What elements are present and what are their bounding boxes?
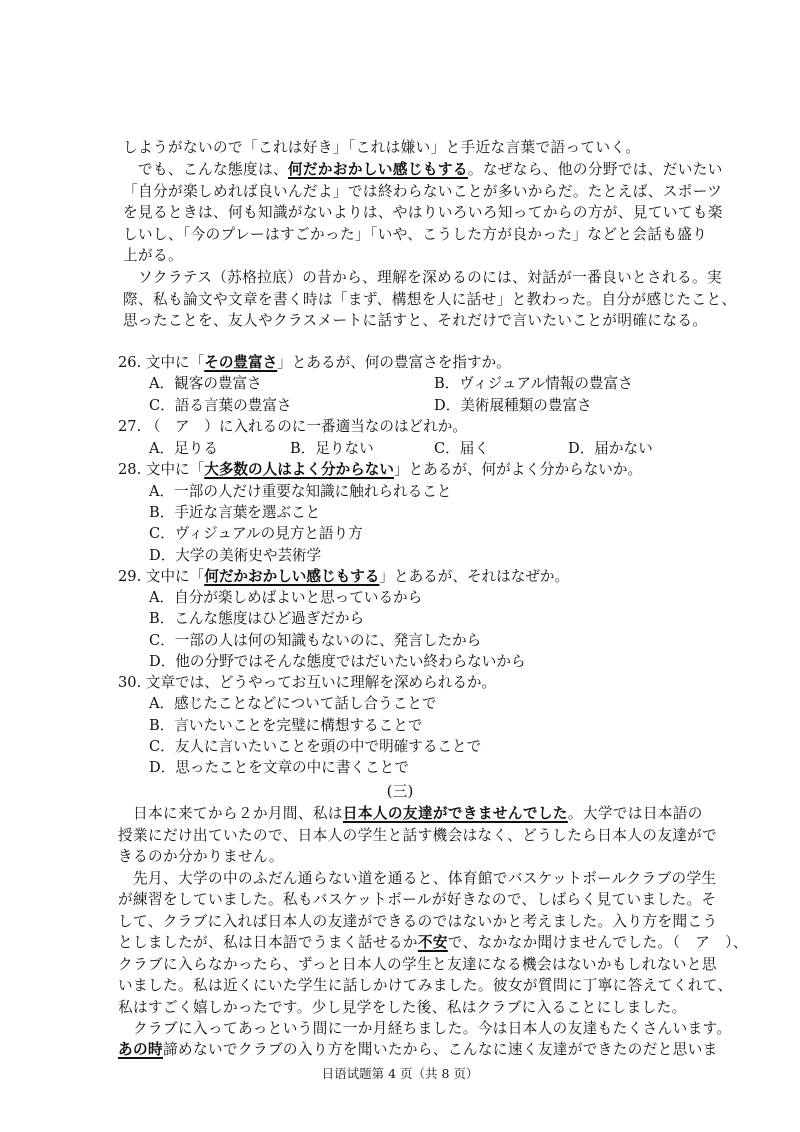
q29-option-b[interactable]: B．こんな態度はひど過ぎだから	[149, 610, 365, 627]
passage-1-line	[123, 160, 723, 179]
q29-option-d[interactable]: D．他の分野ではそんな態度ではだいたい終わらないから	[149, 653, 526, 670]
passage-2-line	[118, 1040, 718, 1059]
text-segment: 私はすごく嬉しかったです。少し見学をした後、私はクラブに入ることにしました。	[118, 999, 687, 1016]
q30-option-c[interactable]: C．友人に言いたいことを頭の中で明確することで	[149, 738, 482, 755]
underlined-phrase: 何だかおかしい感じもする	[204, 568, 380, 585]
text-segment: 」とあるが、それはなぜか。	[379, 568, 570, 585]
question-27	[118, 417, 467, 436]
text-segment: 諦めないでクラブの入り方を聞いたから、こんなに速く友達ができたのだと思いま	[162, 1041, 718, 1058]
text-segment: いました。私は近くにいた学生に話しかけてみました。彼女が質問に丁寧に答えてくれて、	[118, 977, 733, 994]
q30-option-b[interactable]: B．言いたいことを完璧に構想することで	[149, 717, 423, 734]
text-segment: クラブに入らなかったら、ずっと日本人の学生と友達になる機会はないかもしれないと思	[118, 956, 717, 973]
text-segment: が練習をしていました。私もバスケットボールが好きなので、しばらく見ていました。そ	[118, 891, 717, 908]
q27-option-b[interactable]: B．足りない	[290, 440, 374, 457]
q26-option-c[interactable]: C．語る言葉の豊富さ	[149, 397, 292, 414]
passage-1-line	[123, 311, 707, 330]
text-segment: 。大学では日本語の	[567, 805, 703, 822]
text-segment: しようがないので「これは好き」「これは嫌い」と手近な言葉で語っていく。	[123, 139, 641, 156]
text-segment: 」とあるが、何の豊富さを指すか。	[277, 354, 511, 371]
text-segment: して、クラブに入れば日本人の友達ができるのではないかと考えました。入り方を聞こう	[118, 913, 718, 930]
underlined-phrase: 大多数の人はよく分からない	[204, 461, 394, 478]
section-3-heading: (三)	[386, 782, 414, 800]
q27-option-d[interactable]: D．届かない	[568, 440, 653, 457]
underlined-phrase: その豊富さ	[204, 354, 278, 371]
passage-2-line	[118, 826, 717, 845]
text-segment: としましたが、私は日本語でうまく話せるか	[118, 934, 418, 951]
q28-option-b[interactable]: B．手近な言葉を選ぶこと	[149, 504, 321, 521]
text-segment: きるのか分かりません。	[118, 848, 284, 865]
text-segment: 授業にだけ出ていたので、日本人の学生と話す機会はなく、どうしたら日本人の友達がで	[118, 827, 718, 844]
q28-option-c[interactable]: C．ヴィジュアルの見方と語り方	[149, 525, 363, 542]
text-segment: 思ったことを、友人やクラスメートに話すと、それだけで言いたいことが明確になる。	[123, 312, 708, 329]
text-segment: 。なぜなら、他の分野では、だいたい	[467, 161, 723, 178]
text-segment: 27. （ ア ）に入れるのに一番適当なのはどれか。	[118, 418, 467, 435]
passage-2-line	[118, 890, 716, 909]
q30-option-d[interactable]: D．思ったことを文章の中に書くことで	[149, 759, 409, 776]
passage-2-line	[118, 869, 716, 888]
passage-1-line	[123, 203, 723, 222]
passage-2-line	[118, 955, 717, 974]
q26-option-a[interactable]: A．観客の豊富さ	[149, 375, 262, 392]
passage-1-line	[123, 138, 640, 157]
text-segment: でも、こんな態度は、	[123, 161, 288, 178]
question-26	[118, 353, 511, 372]
passage-1-line	[123, 268, 722, 287]
text-segment: 際、私も論文や文章を書く時は「まず、構想を人に話せ」と教わった。自分が感じたこと、	[123, 291, 737, 308]
text-segment: 」とあるが、何がよく分からないか。	[393, 461, 643, 478]
q28-option-a[interactable]: A．一部の人だけ重要な知識に触れられること	[149, 483, 452, 500]
passage-2-line	[118, 976, 732, 995]
text-segment: 上がる。	[123, 247, 183, 264]
q27-option-a[interactable]: A．足りる	[149, 440, 218, 457]
text-segment: 「自分が楽しめれば良いんだよ」では終わらないことが多いからだ。たとえば、スポーツ	[123, 183, 723, 200]
passage-2-line	[118, 804, 703, 823]
question-29	[118, 567, 569, 586]
text-segment: を見るときは、何も知識がないよりは、やはりいろいろ知ってからの方が、見ていても楽	[123, 204, 723, 221]
passage-2-line	[118, 847, 284, 866]
page-footer: 日语试题第 4 页（共 8 页）	[321, 1066, 479, 1081]
underlined-phrase: あの時	[118, 1041, 163, 1058]
passage-1-line	[123, 290, 736, 309]
q28-option-d[interactable]: D．大学の美術史や芸術学	[149, 547, 322, 564]
text-segment: 日本に来てから２か月間、私は	[118, 805, 343, 822]
text-segment: で、なかなか聞けませんでした。（ ア ）、	[447, 934, 748, 951]
passage-2-line	[118, 998, 687, 1017]
passage-1-line	[123, 225, 707, 244]
text-segment: 30. 文章では、どうやってお互いに理解を深められるか。	[118, 674, 497, 691]
q29-option-a[interactable]: A．自分が楽しめばよいと思っているから	[149, 589, 423, 606]
q27-option-c[interactable]: C．届く	[434, 440, 489, 457]
text-segment: ソクラテス（苏格拉底）の昔から、理解を深めるのには、対話が一番良いとされる。実	[123, 269, 723, 286]
text-segment: 26. 文中に「	[118, 354, 205, 371]
text-segment: しいし、「今のプレーはすごかった」「いや、こうした方が良かった」などと会話も盛り	[123, 226, 708, 243]
text-segment: 29. 文中に「	[118, 568, 205, 585]
question-28	[118, 460, 642, 479]
q30-option-a[interactable]: A．感じたことなどについて話し合うことで	[149, 695, 437, 712]
question-30	[118, 673, 496, 692]
underlined-phrase: 日本人の友達ができませんでした	[342, 805, 568, 822]
text-segment: クラブに入ってあっという間に一か月経ちました。今は日本人の友達もたくさんいます。	[118, 1020, 732, 1037]
underlined-phrase: 不安	[417, 934, 448, 951]
passage-2-line	[118, 912, 717, 931]
passage-1-line	[123, 246, 183, 265]
passage-2-line	[118, 933, 748, 952]
q29-option-c[interactable]: C．一部の人は何の知識もないのに、発言したから	[149, 632, 482, 649]
q26-option-d[interactable]: D．美術展種類の豊富さ	[434, 397, 592, 414]
passage-2-line	[118, 1019, 731, 1038]
underlined-phrase: 何だかおかしい感じもする	[287, 161, 468, 178]
text-segment: 28. 文中に「	[118, 461, 205, 478]
passage-1-line	[123, 182, 722, 201]
text-segment: 先月、大学の中のふだん通らない道を通ると、体育館でバスケットボールクラブの学生	[118, 870, 717, 887]
q26-option-b[interactable]: B．ヴィジュアル情報の豊富さ	[434, 375, 633, 392]
